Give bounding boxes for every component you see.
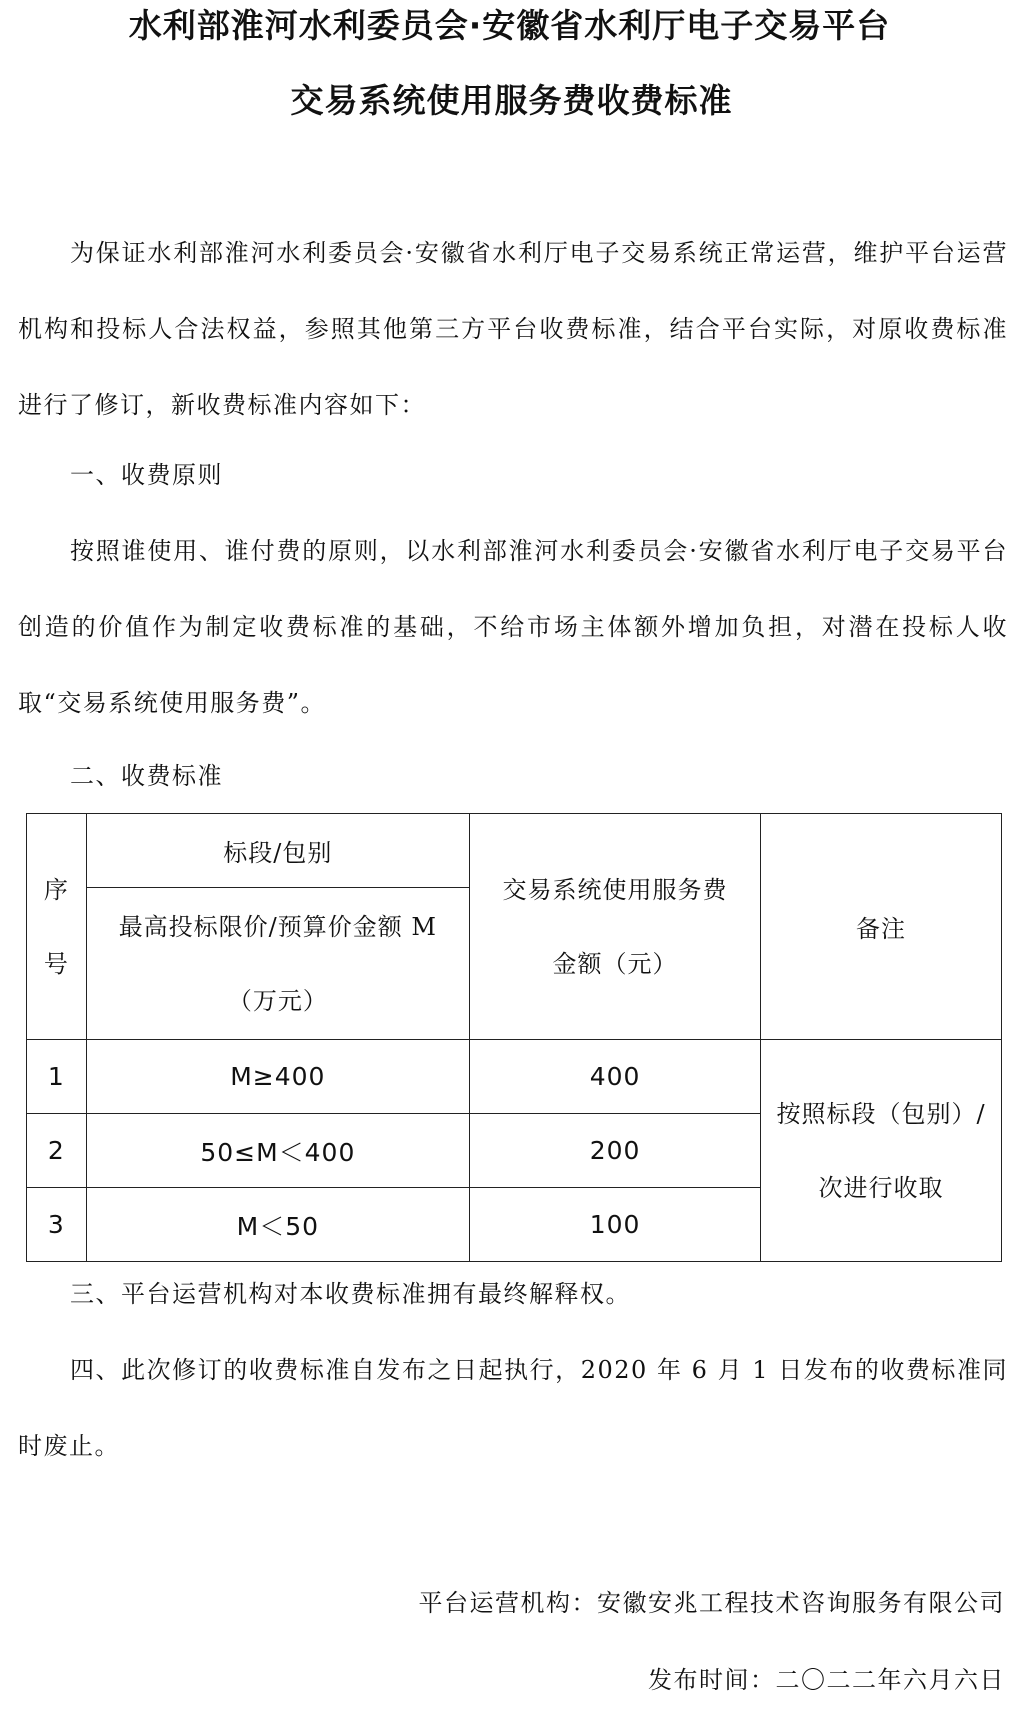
section-4-paragraph: 四、此次修订的收费标准自发布之日起执行，2020 年 6 月 1 日发布的收费标准同时废止。 — [18, 1356, 1008, 1460]
header-serial-line-1: 序 — [43, 875, 69, 904]
header-fee-line-2: 金额（元） — [552, 949, 678, 978]
row-fee-amount: 400 — [469, 1040, 760, 1114]
intro-paragraph: 为保证水利部淮河水利委员会·安徽省水利厅电子交易系统正常运营，维护平台运营机构和投标人合法权益，参照其他第三方平台收费标准，结合平台实际，对原收费标准进行了修订，新收费标准内容如下： — [18, 239, 1008, 419]
row-price-range: M＜50 — [86, 1188, 469, 1262]
document-title-line-1: 水利部淮河水利委员会·安徽省水利厅电子交易平台 — [128, 6, 891, 45]
row-serial: 3 — [27, 1188, 87, 1262]
table-header-row — [27, 814, 1002, 888]
row-price-range: 50≤M＜400 — [86, 1114, 469, 1188]
header-serial-cell — [27, 814, 87, 1040]
header-fee-cell — [469, 814, 760, 1040]
section-1-heading: 一、收费原则 — [70, 461, 223, 489]
operator-line: 平台运营机构：安徽安兆工程技术咨询服务有限公司 — [418, 1589, 1005, 1617]
note-line-2: 次进行收取 — [818, 1173, 944, 1202]
section-3-paragraph: 三、平台运营机构对本收费标准拥有最终解释权。 — [70, 1280, 631, 1308]
header-price-range-cell — [86, 888, 469, 1040]
row-fee-amount: 100 — [469, 1188, 760, 1262]
note-line-1: 按照标段（包别）/ — [776, 1099, 986, 1128]
row-price-range: M≥400 — [86, 1040, 469, 1114]
header-price-range-line-1: 最高投标限价/预算价金额 M — [118, 912, 437, 941]
header-fee-line-1: 交易系统使用服务费 — [502, 875, 728, 904]
release-date-line: 发布时间：二〇二二年六月六日 — [648, 1666, 1005, 1694]
header-price-range-line-2: （万元） — [227, 986, 328, 1015]
document-title-line-2: 交易系统使用服务费收费标准 — [290, 81, 733, 120]
section-2-heading: 二、收费标准 — [70, 762, 223, 790]
header-serial-line-2: 号 — [43, 949, 69, 978]
row-fee-amount: 200 — [469, 1114, 760, 1188]
row-note-cell — [761, 1040, 1002, 1262]
row-serial: 1 — [27, 1040, 87, 1114]
row-serial: 2 — [27, 1114, 87, 1188]
fee-table — [26, 813, 1002, 1262]
section-1-paragraph: 按照谁使用、谁付费的原则，以水利部淮河水利委员会·安徽省水利厅电子交易平台创造的价值作为制定收费标准的基础，不给市场主体额外增加负担，对潜在投标人收取“交易系统使用服务费”。 — [18, 537, 1008, 717]
header-section-group-cell: 标段/包别 — [86, 814, 469, 888]
table-row — [27, 1040, 1002, 1114]
header-note-cell: 备注 — [761, 814, 1002, 1040]
